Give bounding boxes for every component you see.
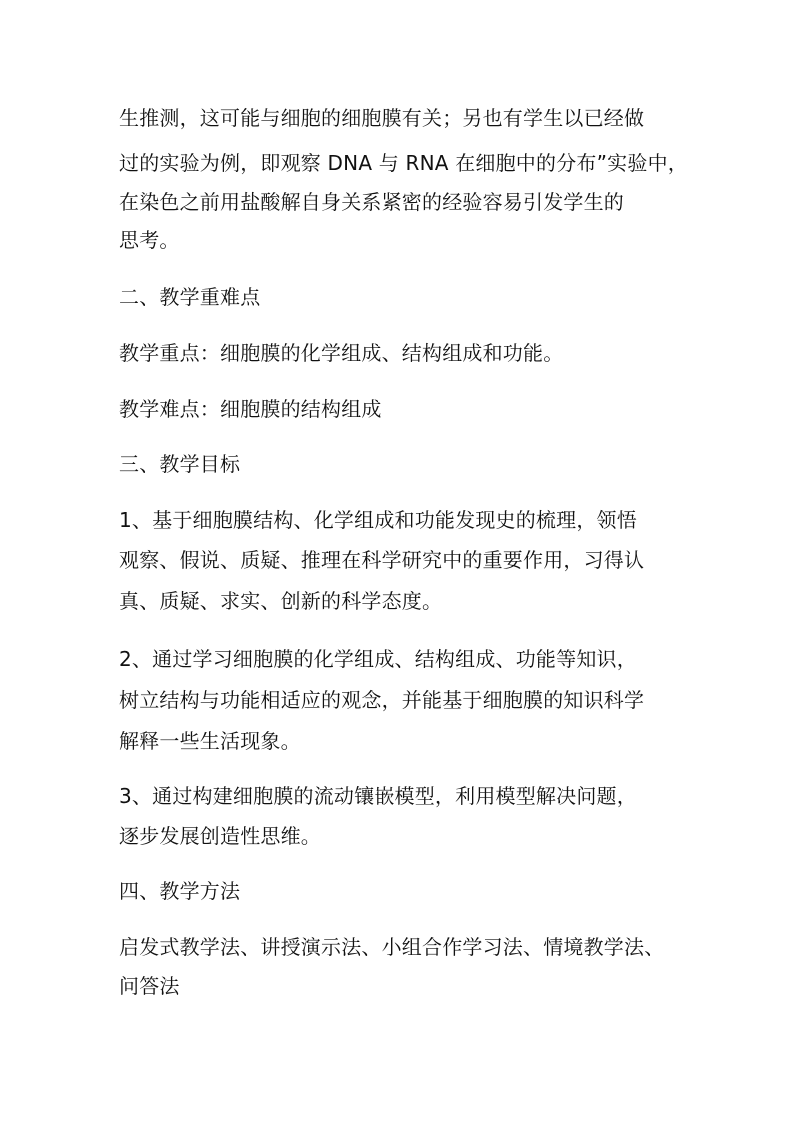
methods-line-2: 问答法	[119, 974, 180, 998]
heading-objectives: 三、教学目标	[119, 452, 241, 476]
difficult-point-text: 教学难点：细胞膜的结构组成	[119, 397, 382, 421]
objective-3-line-1: 3、通过构建细胞膜的流动镶嵌模型，利用模型解决问题，	[119, 784, 637, 808]
paragraph-intro-line-4: 思考。	[119, 228, 180, 252]
methods-line-1: 启发式教学法、讲授演示法、小组合作学习法、情境教学法、	[119, 935, 665, 959]
paragraph-intro-line-2: 过的实验为例，即观察 DNA 与 RNA 在细胞中的分布”实验中，	[119, 151, 688, 175]
heading-key-points: 二、教学重难点	[119, 285, 261, 309]
objective-2-line-1: 2、通过学习细胞膜的化学组成、结构组成、功能等知识，	[119, 647, 637, 671]
objective-1-line-1: 1、基于细胞膜结构、化学组成和功能发现史的梳理，领悟	[119, 508, 637, 532]
heading-methods: 四、教学方法	[119, 879, 241, 903]
objective-2-line-2: 树立结构与功能相适应的观念，并能基于细胞膜的知识科学	[119, 688, 645, 712]
objective-3-line-2: 逐步发展创造性思维。	[119, 824, 321, 848]
objective-2-line-3: 解释一些生活现象。	[119, 729, 301, 753]
key-point-text: 教学重点：细胞膜的化学组成、结构组成和功能。	[119, 341, 564, 365]
paragraph-intro-line-3: 在染色之前用盐酸解自身关系紧密的经验容易引发学生的	[119, 190, 624, 214]
objective-1-line-3: 真、质疑、求实、创新的科学态度。	[119, 589, 443, 613]
objective-1-line-2: 观察、假说、质疑、推理在科学研究中的重要作用，习得认	[119, 548, 645, 572]
paragraph-intro-line-1: 生推测，这可能与细胞的细胞膜有关；另也有学生以已经做	[119, 106, 645, 130]
